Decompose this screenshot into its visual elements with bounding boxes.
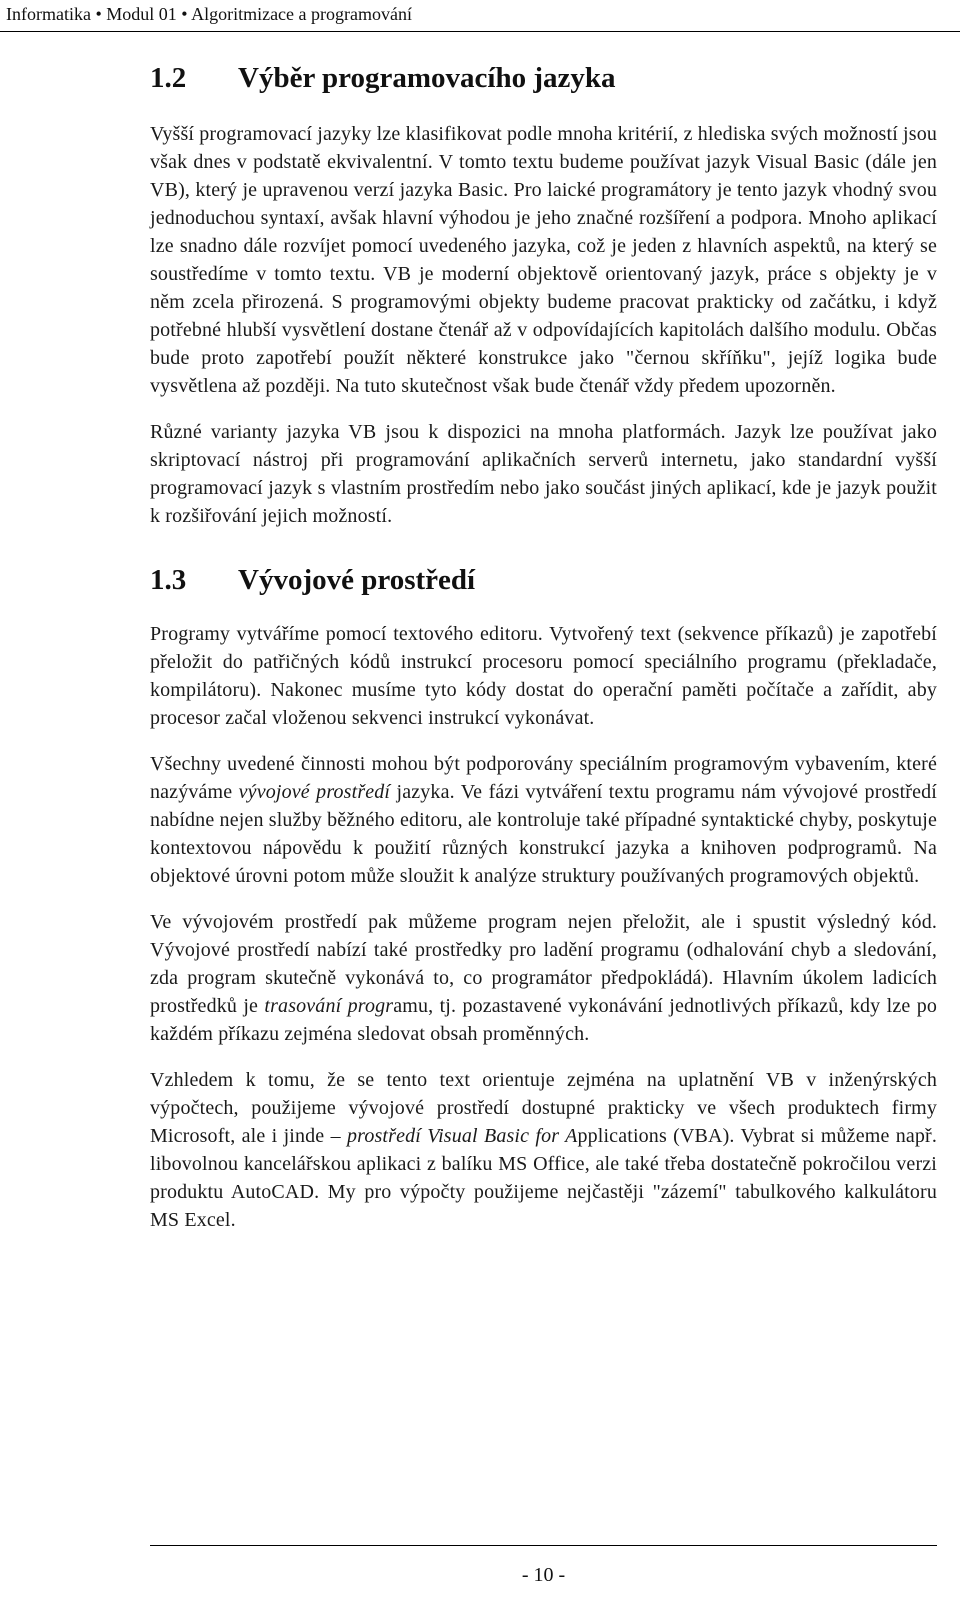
- footer-divider: [150, 1545, 937, 1546]
- paragraph-text: Všechny uvedené činnosti mohou být podporovány speciálním programovým vybavením, které nazýváme: [150, 753, 937, 803]
- emphasis-term: prostředí Visual Basic for A: [347, 1125, 578, 1147]
- section-title: Vývojové prostředí: [238, 564, 476, 596]
- paragraph-text: Vzhledem k tomu, že se tento text orientuje zejména na uplatnění VB v inženýrských výpočtech, použijeme vývojové prostředí dostupné prakticky ve všech produktech firmy Microsoft, ale i jinde –: [150, 1069, 937, 1147]
- section-number: 1.3: [150, 564, 187, 596]
- paragraph-text: Ve vývojovém prostředí pak můžeme program nejen přeložit, ale i spustit výsledný kód. Vývojové prostředí nabízí také prostředky pro ladění programu (odhalování chyb a sledování, zda program skutečně vykonává to, co programátor předpokládá). Hlavním úkolem ladicích prostředků je: [150, 911, 937, 1017]
- section-title: Výběr programovacího jazyka: [238, 62, 616, 94]
- paragraph-text: pplications (VBA). Vybrat si můžeme např. libovolnou kancelářskou aplikaci z balíku MS Office, ale také třeba dostatečně pokročilou verzi produktu AutoCAD. My pro výpočty použijeme nejčastěji "zázemí" tabulkového kalkulátoru MS Excel.: [150, 1125, 938, 1231]
- paragraph: Programy vytváříme pomocí textového editoru. Vytvořený text (sekvence příkazů) je zapotřebí přeložit do patřičných kódů instrukcí procesoru pomocí speciálního programu (překladače, kompilátoru). Nakonec musíme tyto kódy dostat do operační paměti počítače a zařídit, aby procesor začal vloženou sekvenci instrukcí vykonávat.: [150, 623, 937, 729]
- paragraph: [150, 1066, 937, 1234]
- section-heading-1-2: [150, 60, 937, 96]
- page-body: [150, 60, 937, 1252]
- page-number: - 10 -: [521, 1564, 566, 1586]
- section-heading-1-3: [150, 562, 937, 598]
- paragraph-text: jazyka. Ve fázi vytváření textu programu nám vývojové prostředí nabídne nejen služby běžného editoru, ale kontroluje také případné syntaktické chyby, poskytuje kontextovou nápovědu k použití různých konstrukcí jazyka a knihoven podprogramů. Na objektové úrovni potom může sloužit k analýze struktury používaných programových objektů.: [150, 781, 937, 887]
- paragraph: Různé varianty jazyka VB jsou k dispozici na mnoha platformách. Jazyk lze používat jako skriptovací nástroj při programování aplikačních serverů internetu, jako standardní vyšší programovací jazyk s vlastním prostředím nebo jako součást jiných aplikací, kde je jazyk použit k rozšiřování jejich možností.: [150, 421, 937, 527]
- header-divider: [0, 31, 960, 32]
- running-header: Informatika • Modul 01 • Algoritmizace a programování: [6, 4, 412, 24]
- paragraph: [150, 908, 937, 1048]
- paragraph: [150, 750, 937, 890]
- section-number: 1.2: [150, 62, 187, 94]
- paragraph: Vyšší programovací jazyky lze klasifikovat podle mnoha kritérií, z hlediska svých možností jsou však dnes v podstatě ekvivalentní. V tomto textu budeme používat jazyk Visual Basic (dále jen VB), který je upravenou verzí jazyka Basic. Pro laické programátory je tento jazyk vhodný svou jednoduchou syntaxí, avšak hlavní výhodou je jeho značné rozšíření a podpora. Mnoho aplikací lze snadno dále rozvíjet pomocí uvedeného jazyka, což je jeden z hlavních aspektů, na který se soustředíme v tomto textu. VB je moderní objektově orientovaný jazyk, práce s objekty je v něm zcela přirozená. S programovými objekty budeme pracovat prakticky od začátku, i když potřebné hlubší vysvětlení dostane čtenář až v odpovídajících kapitolách dalšího modulu. Občas bude proto zapotřebí použít některé konstrukce jako "černou skříňku", jejíž logika bude vysvětlena až později. Na tuto skutečnost však bude čtenář vždy předem upozorněn.: [150, 123, 937, 397]
- emphasis-term: trasování progr: [264, 995, 394, 1017]
- emphasis-term: vývojové prostředí: [238, 781, 391, 803]
- paragraph-text: amu, tj. pozastavené vykonávání jednotlivých příkazů, kdy lze po každém příkazu zejména sledovat obsah proměnných.: [150, 995, 937, 1045]
